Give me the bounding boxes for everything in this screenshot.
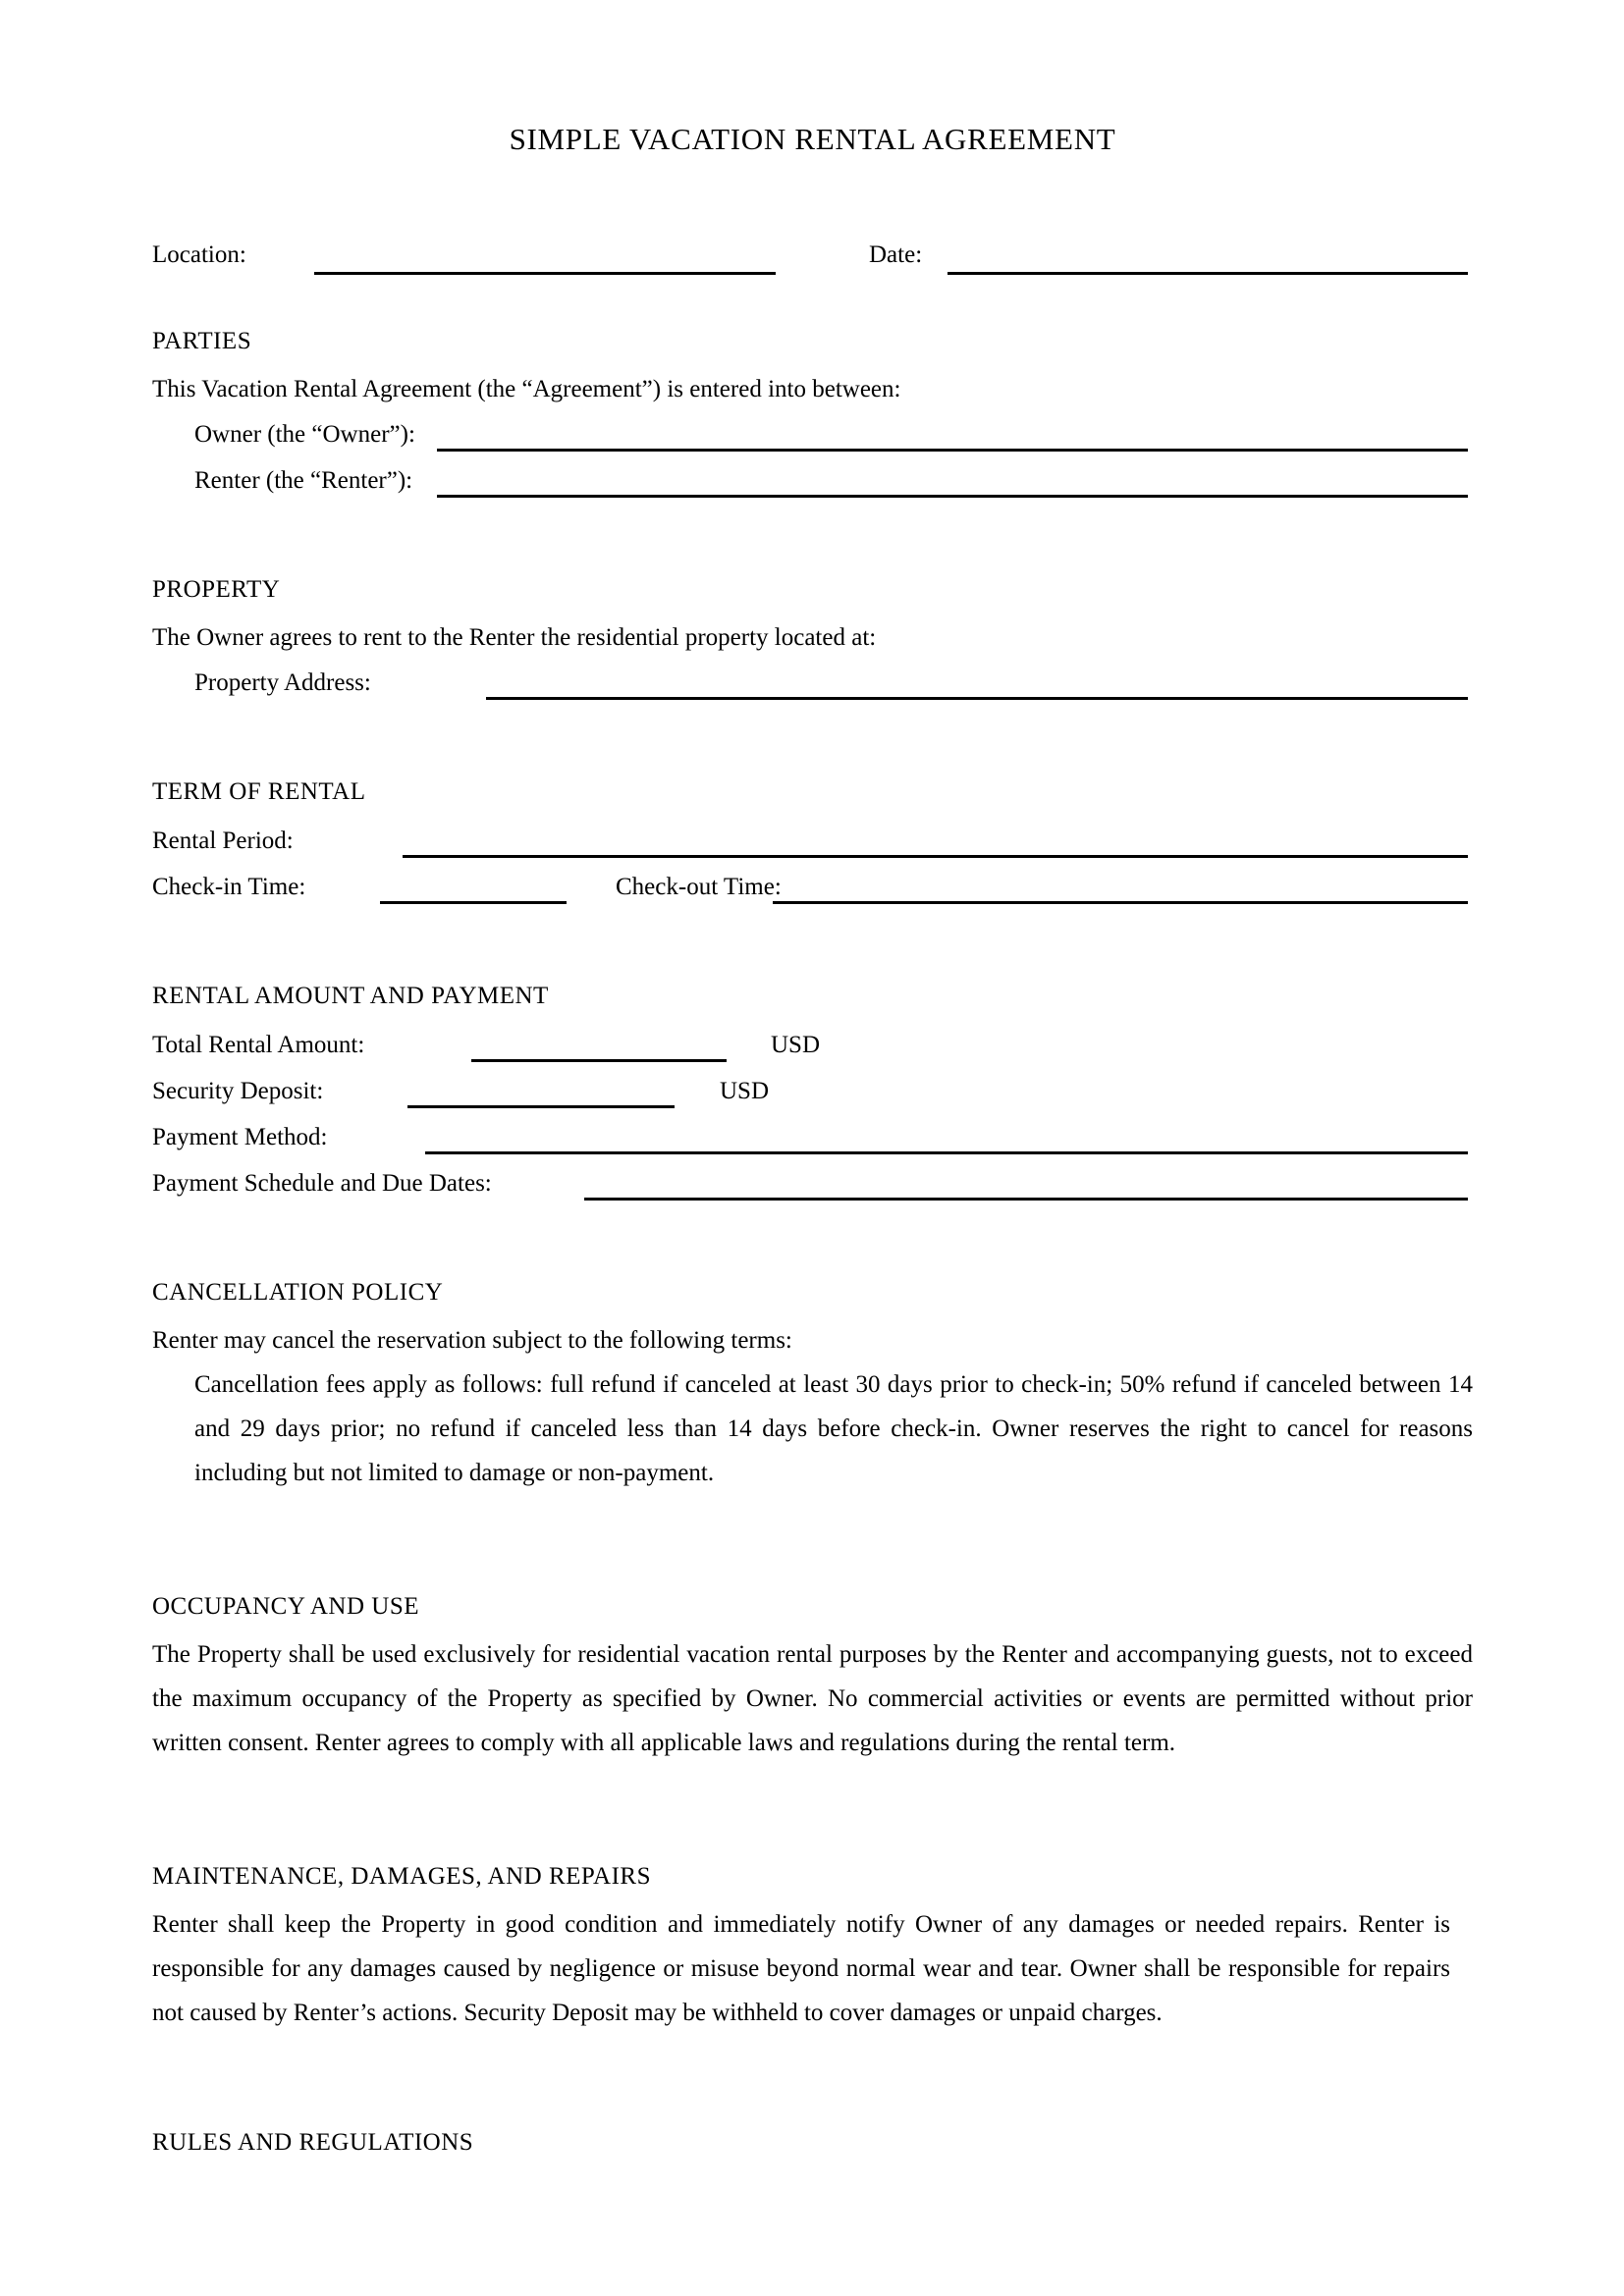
section-heading-term: TERM OF RENTAL [152, 778, 366, 805]
owner-input-line[interactable] [437, 449, 1468, 452]
rental-period-row [152, 818, 1473, 864]
checkin-checkout-row [152, 864, 1473, 910]
spacer [152, 910, 1473, 983]
total-rental-amount-currency: USD [771, 1032, 821, 1058]
checkin-input-line[interactable] [380, 901, 567, 904]
section-heading-maintenance: MAINTENANCE, DAMAGES, AND REPAIRS [152, 1863, 651, 1890]
property-address-input-line[interactable] [486, 697, 1468, 700]
security-deposit-row [152, 1068, 1473, 1114]
security-deposit-currency: USD [720, 1078, 770, 1104]
checkin-label: Check-in Time: [152, 874, 306, 900]
rental-period-label: Rental Period: [152, 828, 294, 854]
payment-method-input-line[interactable] [425, 1151, 1468, 1154]
payment-method-label: Payment Method: [152, 1124, 328, 1150]
section-heading-cancellation: CANCELLATION POLICY [152, 1279, 444, 1306]
renter-row [152, 457, 1473, 504]
spacer [152, 604, 1473, 615]
checkout-label: Check-out Time: [616, 874, 782, 900]
occupancy-body: The Property shall be used exclusively for residential vacation rental purposes by the Renter and accompanying guests, not to exceed the maximum occupancy of the Property as specified by Owner. No commercial activities or events are permitted without prior written consent. Renter agrees to comply with all applicable laws and regulations during the rental term. [152, 1641, 1473, 1756]
spacer [152, 1765, 1473, 1863]
section-heading-parties: PARTIES [152, 328, 252, 354]
spacer [152, 1891, 1473, 1902]
property-intro: The Owner agrees to rent to the Renter the residential property located at: [152, 624, 877, 651]
cancellation-body: Cancellation fees apply as follows: full refund if canceled at least 30 days prior to check-in; 50% refund if canceled between 14 and 29 days prior; no refund if canceled less than 14 days before check-in. Owner reserves the right to cancel for reasons including but not limited to damage or non-payment. [194, 1371, 1473, 1486]
owner-row [152, 411, 1473, 457]
security-deposit-input-line[interactable] [407, 1105, 675, 1108]
document-content [152, 0, 1473, 2157]
location-input-line[interactable] [314, 272, 776, 275]
section-heading-property: PROPERTY [152, 576, 281, 603]
spacer [152, 1206, 1473, 1279]
location-label: Location: [152, 241, 246, 268]
page-title: SIMPLE VACATION RENTAL AGREEMENT [509, 122, 1116, 156]
renter-label: Renter (the “Renter”): [194, 467, 413, 494]
total-rental-amount-input-line[interactable] [471, 1059, 727, 1062]
spacer [152, 2035, 1473, 2129]
spacer [152, 157, 1473, 230]
location-date-row [152, 230, 1473, 281]
spacer [152, 1621, 1473, 1632]
section-heading-occupancy: OCCUPANCY AND USE [152, 1593, 419, 1620]
security-deposit-label: Security Deposit: [152, 1078, 324, 1104]
spacer [152, 281, 1473, 328]
maintenance-body: Renter shall keep the Property in good condition and immediately notify Owner of any damages or needed repairs. Renter is responsible for any damages caused by negligence or misuse beyond normal wear and tear. Owner shall be responsible for repairs not caused by Renter’s actions. Security Deposit may be withheld to cover damages or unpaid charges. [152, 1911, 1450, 2026]
section-heading-payment: RENTAL AMOUNT AND PAYMENT [152, 983, 549, 1009]
payment-schedule-input-line[interactable] [584, 1198, 1468, 1201]
property-address-row [152, 660, 1473, 706]
spacer [152, 504, 1473, 576]
payment-schedule-row [152, 1160, 1473, 1206]
date-label: Date: [869, 241, 923, 268]
renter-input-line[interactable] [437, 495, 1468, 498]
payment-method-row [152, 1114, 1473, 1160]
spacer [152, 706, 1473, 778]
spacer [152, 1307, 1473, 1318]
rental-period-input-line[interactable] [403, 855, 1468, 858]
checkout-input-line[interactable] [773, 901, 1468, 904]
section-heading-rules: RULES AND REGULATIONS [152, 2129, 474, 2156]
total-rental-amount-label: Total Rental Amount: [152, 1032, 365, 1058]
spacer [152, 806, 1473, 818]
cancellation-intro: Renter may cancel the reservation subject to the following terms: [152, 1327, 792, 1354]
payment-schedule-label: Payment Schedule and Due Dates: [152, 1170, 492, 1197]
total-rental-amount-row [152, 1022, 1473, 1068]
spacer [152, 355, 1473, 367]
spacer [152, 1495, 1473, 1593]
owner-label: Owner (the “Owner”): [194, 421, 415, 448]
date-input-line[interactable] [947, 272, 1468, 275]
property-address-label: Property Address: [194, 669, 371, 696]
spacer [152, 1010, 1473, 1022]
parties-intro: This Vacation Rental Agreement (the “Agreement”) is entered into between: [152, 376, 901, 402]
